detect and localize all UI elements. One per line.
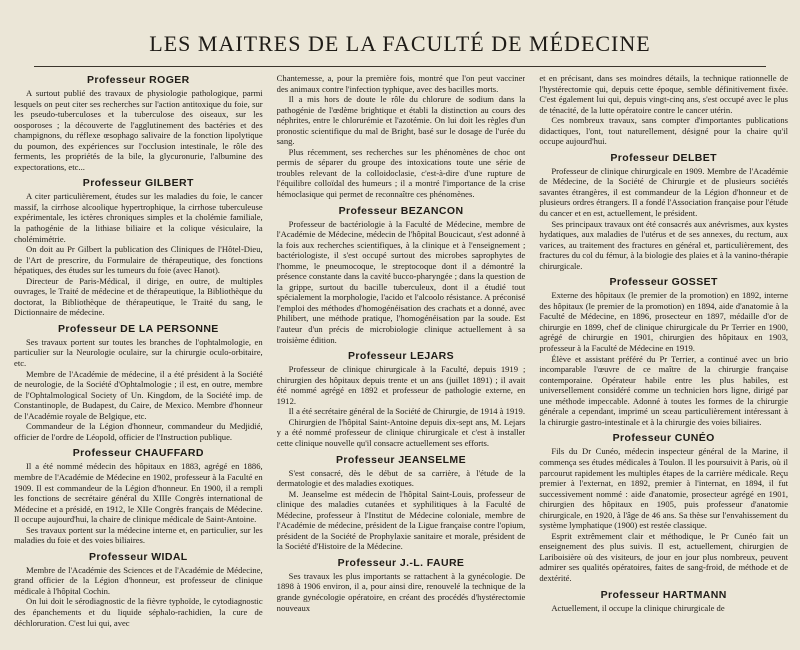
section xyxy=(277,556,526,617)
column-2 xyxy=(277,73,526,650)
section xyxy=(539,588,788,618)
paragraph: S'est consacré, dès le début de sa carrière, à l'étude de la dermatologie et des maladies exotiques. xyxy=(276,467,526,489)
title-rule xyxy=(34,66,766,67)
section-gap xyxy=(539,613,788,617)
paragraph: Externe des hôpitaux (le premier de la promotion) en 1892, interne des hôpitaux (le premier de la promotion) en 1894, aide d'anatomie à la Faculté de Médecine, en 1896, prosecteur en 1897, médaille d'or de chirurgie en 1899, chef de clinique chirurgicale du Pr Terrier en 1900, agrégé de chirurgie en 1901, chirurgien des hôpitaux en 1903, professeur à la Faculté de Médecine en 1919. xyxy=(539,290,789,354)
section xyxy=(14,550,263,632)
paragraph: Il a été secrétaire général de la Société de Chirurgie, de 1914 à 1919. xyxy=(288,406,525,417)
paragraph: Ses travaux les plus importants se rattachent à la gynécologie. De 1898 à 1906 environ, il a, pour ainsi dire, renouvelé la technique de la grande gynécologie opératoire, en créant des procédés d'hystérectomie nouveaux xyxy=(276,570,526,613)
paragraph: Membre de l'Académie des Sciences et de l'Académie de Médecine, grand officier de la Légion d'honneur, est professeur de clinique médicale à l'hôpital Cochin. xyxy=(14,564,263,596)
section xyxy=(539,275,788,431)
section xyxy=(277,349,526,452)
paragraph: On lui doit le sérodiagnostic de la fièvre typhoïde, le cytodiagnostic des épanchements et du liquide séphalo-rachidien, la cure de déchloruration. C'est lui qui, avec xyxy=(14,596,263,628)
paragraph: Directeur de Paris-Médical, il dirige, en outre, de multiples ouvrages, le Traité de médecine et de thérapeutique, la Bibliothèque du doctorat, la Bibliothèque de thérapeutique, le Traité du sang, le Dictionnaire de médecine. xyxy=(14,275,263,318)
section xyxy=(14,176,263,322)
page-title: LES MAITRES DE LA FACULTÉ DE MÉDECINE xyxy=(149,31,651,56)
section-heading: Professeur LEJARS xyxy=(348,350,455,363)
paragraph: et en précisant, dans ses moindres détails, la technique rationnelle de l'hystérectomie qui, depuis cette époque, semble définitivement fixée. C'est également lui qui, depuis vingt-cinq ans, s'est occupé avec le plus de ténacité, de la lutte opératoire contre le cancer utérin. xyxy=(539,73,789,115)
paragraph: Ces nombreux travaux, sans compter d'importantes publications didactiques, l'ont, tout naturellement, désigné pour la chaire qu'il occupe aujourd'hui. xyxy=(539,115,789,147)
column-3 xyxy=(539,73,788,650)
section xyxy=(277,204,526,350)
paragraph: Fils du Dr Cunéo, médecin inspecteur général de la Marine, il commença ses études médicales à Toulon. Il les poursuivit à Paris, où il parcourut rapidement les multiples étapes de la carrière médicale. Reçu premier à l'externat, en 1892, premier à l'internat, en 1894, il fut successivement nommé : aide d'anatomie, prosecteur agrégé en 1901, chirurgien des hôpitaux en 1905, puis professeur d'anatomie chirurgicale, en 1920, à l'âge de 46 ans. Sa thèse sur l'envahissement du système lymphatique (1900) est restée classique. xyxy=(539,446,789,531)
section-heading: Professeur CUNÉO xyxy=(612,432,715,445)
text-columns xyxy=(14,73,788,650)
section xyxy=(539,431,788,587)
section xyxy=(277,453,526,556)
section xyxy=(539,73,788,151)
paragraph: Chantemesse, a, pour la première fois, montré que l'on peut vacciner des animaux contre l'infection typhique, avec des bacilles morts. xyxy=(276,73,526,94)
section xyxy=(539,151,788,275)
paragraph: Il a été nommé médecin des hôpitaux en 1883, agrégé en 1886, membre de l'Académie de Médecine en 1902, professeur à la Faculté en 1909. Il est commandeur de la Légion d'honneur. En 1900, il a rempli les fonctions de secrétaire général du XIIIe Congrès international de Médecine et a présidé, en 1912, le XIIe Congrès français de Médecine. Il occupe aujourd'hui, la chaire de clinique médicale de Saint-Antoine. xyxy=(14,461,263,525)
paragraph: Professeur de bactériologie à la Faculté de Médecine, membre de l'Académie de Médecine, médecin de l'hôpital Boucicaut, s'est adonné à la fois aux recherches scientifiques, à la clinique et à l'enseignement ; bactériologiste, il s'est occupé surtout des microbes saprophytes de l'homme, le pneumocoque, le streptocoque dont il a démontré la présence constante dans la cavité bucco-pharyngée ; dans la question de la grippe, surtout du bacille tuberculeux, dont il a étudié tout spécialement la morphologie, l'acido et l'alcoolo résistance. A préconisé l'emploi des méthodes d'homogénéisation des crachats et a donné, avec Philibert, une méthode pratique, l'homogénéisation par la soude. Est l'auteur d'un précis de microbiologie clinique actuellement à sa troisième édition. xyxy=(276,218,526,345)
section-heading: Professeur DELBET xyxy=(610,151,717,164)
paragraph: Professeur de clinique chirurgicale à la Faculté, depuis 1919 ; chirurgien des hôpitaux depuis trente et un ans (juillet 1891) ; il avait été nommé agrégé en 1892 et professeur de pathologie externe, en 1912. xyxy=(276,364,526,406)
paragraph: Plus récemment, ses recherches sur les phénomènes de choc ont permis de séparer du groupe des intoxications toute une série de troubles relevant de la colloidoclasie, c'est-à-dire d'une rupture de l'équilibre colloïdal des humeurs ; il a montré l'importance de la crise hémoclasique qui permet de reconnaître ces phénomènes. xyxy=(276,146,526,200)
section xyxy=(14,446,263,549)
paragraph: Professeur de clinique chirurgicale en 1909. Membre de l'Académie de Médecine, de la Société de Chirurgie et de plusieurs sociétés savantes étrangères, il est commandeur de la Légion d'honneur et de plusieurs ordres étrangers. Il a fondé l'Association française pour l'étude du cancer et en est, actuellement, le président. xyxy=(539,165,789,219)
paragraph: Actuellement, il occupe la clinique chirurgicale de xyxy=(551,602,725,613)
paragraph: A citer particulièrement, études sur les maladies du foie, le cancer massif, la cirrhose alcoolique hypertrophique, la cirrhose tuberculeuse expérimentale, les ictères chroniques simples et la cholémie familiale, la pathogénie de la lithiase biliaire et la colique vésiculaire, la cholémimétrie. xyxy=(14,191,263,244)
paragraph: Esprit extrêmement clair et méthodique, le Pr Cunéo fait un enseignement des plus suivis. Il est, actuellement, chirurgien de Lariboisière où des visiteurs, de jour en jour plus nombreux, peuvent admirer ses qualités opératoires, faites de sang-froid, de méthode et de dextérité. xyxy=(539,530,789,583)
section xyxy=(14,322,263,446)
section xyxy=(277,73,526,204)
section-heading: Professeur DE LA PERSONNE xyxy=(57,322,219,335)
section-heading: Professeur J.-L. FAURE xyxy=(337,556,465,569)
paragraph: M. Jeanselme est médecin de l'hôpital Saint-Louis, professeur de clinique des maladies cutanées et syphilitiques à la Faculté de Médecine, professeur à l'Institut de Médecine coloniale, membre de l'Académie de médecine, président de la Ligue française contre l'opium, président de la Société de Prophylaxie sanitaire et morale, président de la Société d'Histoire de la Médecine. xyxy=(276,488,526,552)
section xyxy=(14,73,263,176)
paragraph: Ses principaux travaux ont été consacrés aux anévrismes, aux kystes hydatiques, aux maladies de l'utérus et de ses annexes, du rectum, aux varices, au traitement des fractures en général et, particulièrement, des fractures du col du fémur, à la biologie des plaies et à la vanino-thérapie chirurgicale. xyxy=(539,218,789,271)
section-heading: Professeur JEANSELME xyxy=(336,453,466,466)
paragraph: On doit au Pr Gilbert la publication des Cliniques de l'Hôtel-Dieu, de l'Art de prescrire, du Formulaire de thérapeutique, des fonctions hépatiques, des études sur les tumeurs du foie (avec Hanot). xyxy=(14,244,263,276)
section-gap xyxy=(277,613,526,617)
section-heading: Professeur GOSSET xyxy=(609,276,718,289)
paragraph: Ses travaux portent sur la médecine interne et, en particulier, sur les maladies du foie et des voies biliaires. xyxy=(14,524,263,546)
section-heading: Professeur CHAUFFARD xyxy=(72,447,204,460)
section-heading: Professeur WIDAL xyxy=(89,550,188,563)
paragraph: Chirurgien de l'hôpital Saint-Antoine depuis dix-sept ans, M. Lejars y a été nommé professeur de clinique chirurgicale et c'est à installer cette clinique nouvelle qu'il consacre actuellement ses efforts. xyxy=(276,416,526,448)
column-1 xyxy=(14,73,263,650)
paragraph: Commandeur de la Légion d'honneur, commandeur du Medjidié, officier de l'ordre de Léopold, officier de l'Instruction publique. xyxy=(14,421,263,442)
paragraph: Élève et assistant préféré du Pr Terrier, a continué avec un brio incomparable l'œuvre de ce maître de la chirurgie française contemporaine. Opérateur habile entre les plus habiles, est universellement considéré comme un technicien hors ligne, dirigé par une méthode impeccable. Adonné à toutes les formes de la chirurgie générale a cependant, imprimé un sceau particulièrement intéressant à la chirurgie gastro-intestinale et à la chirurgie des voies biliaires. xyxy=(539,353,789,427)
paragraph: Membre de l'Académie de médecine, il a été président à la Société de neurologie, de la Société d'Ophtalmologie ; il est, en outre, membre de l'Ophtalmological Society of Un. Kingdom, de la Société imp. de Constantinople, de Budapest, du Caire, de Mexico. Membre d'honneur de l'Académie royale de Belgique, etc. xyxy=(14,368,263,421)
paragraph: A surtout publié des travaux de physiologie pathologique, parmi lesquels on peut citer ses recherches sur l'action antitoxique du foie, sur les pseudo-tuberculoses et la tuberculose des oiseaux, sur les oosporoses ; la découverte de l'agglutinement des bactéries et des champignons, du réflexe œsophago salivaire de la fonction lipolytique du poumon, des expériences sur l'occlusion intestinale, le rôle des ferments, les propriétés de la bile, la glycuronurie, l'albumine des expectorations, etc... xyxy=(14,88,263,172)
paragraph: Ses travaux portent sur toutes les branches de l'ophtalmologie, en particulier sur la Neurologie oculaire, sur la chirurgie oculo-orbitaire, etc. xyxy=(14,336,263,369)
section-gap xyxy=(14,628,263,632)
section-heading: Professeur BEZANCON xyxy=(338,204,464,217)
section-heading: Professeur ROGER xyxy=(86,74,190,86)
section-heading: Professeur HARTMANN xyxy=(600,588,727,601)
section-heading: Professeur GILBERT xyxy=(82,177,194,190)
paragraph: Il a mis hors de doute le rôle du chlorure de sodium dans la pathogénie de l'œdème brightique et établi la distinction au cours des néphrites, entre le chlorurémie et l'azotémie. On lui doit les règles d'un pronostic scientifique du mal de Bright, basé sur le dosage de l'urée du sang. xyxy=(276,94,526,147)
